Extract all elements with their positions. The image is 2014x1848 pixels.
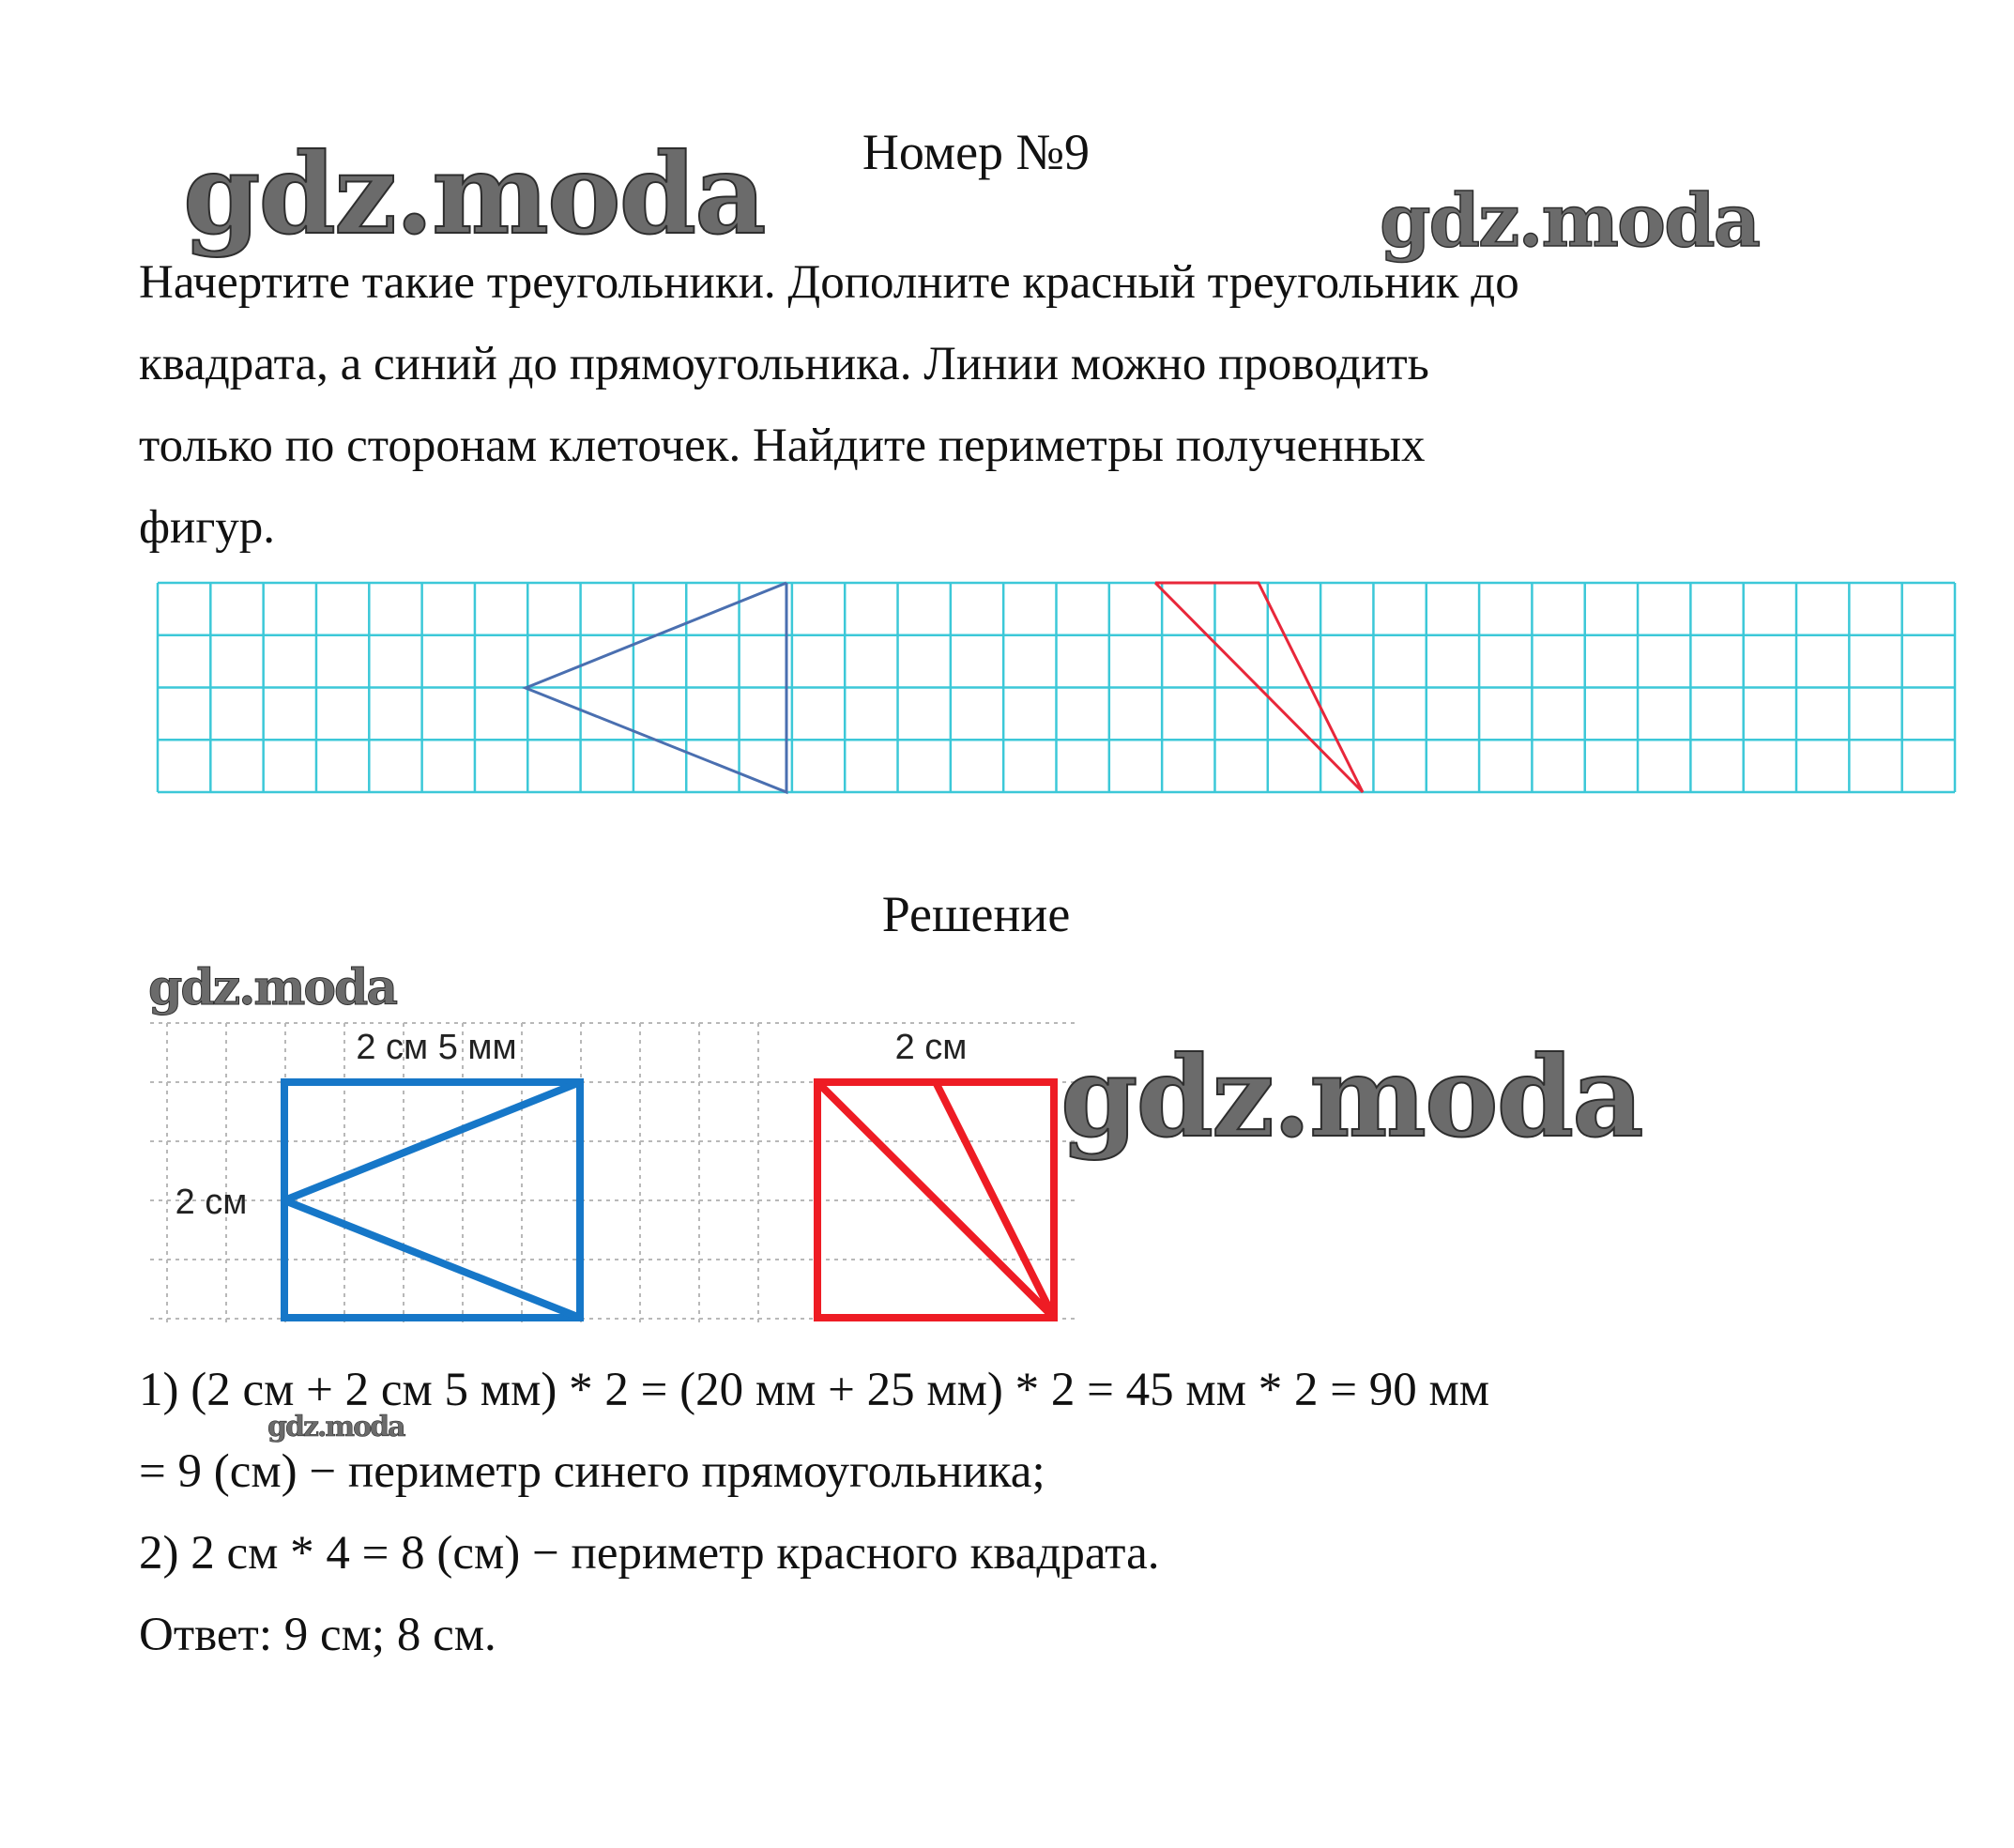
page-title: Номер №9 — [862, 124, 1091, 180]
solution-dotted-grid — [150, 1023, 1079, 1325]
solution-line: 2) 2 см * 4 = 8 (см) − периметр красного квадрата. — [139, 1527, 1160, 1580]
solution-line: 1) (2 см + 2 см 5 мм) * 2 = (20 мм + 25 мм) * 2 = 45 мм * 2 = 90 мм — [139, 1364, 1490, 1416]
watermark-small-solution: gdz.moda — [148, 959, 397, 1016]
task-line: только по сторонам клеточек. Найдите периметры полученных — [139, 420, 1426, 472]
watermark-top-right: gdz.moda — [1380, 178, 1760, 264]
solution-line: Ответ: 9 см; 8 см. — [139, 1609, 496, 1661]
solution-line: = 9 (см) − периметр синего прямоугольника; — [139, 1445, 1045, 1498]
red-width-label: 2 см — [894, 1028, 968, 1067]
solution-heading: Решение — [881, 886, 1071, 942]
watermark-tiny: gdz.moda — [267, 1411, 404, 1443]
solution-text — [139, 1350, 1922, 1676]
task-line: квадрата, а синий до прямоугольника. Линии можно проводить — [139, 338, 1429, 390]
watermark-large-top-left: gdz.moda — [183, 129, 765, 259]
task-line: фигур. — [139, 501, 276, 554]
task-grid — [158, 583, 1955, 792]
watermark-large-solution: gdz.moda — [1060, 1031, 1642, 1162]
task-line: Начертите такие треугольники. Дополните красный треугольник до — [139, 256, 1519, 309]
blue-height-label: 2 см — [175, 1183, 248, 1222]
blue-width-label: 2 см 5 мм — [356, 1028, 517, 1067]
